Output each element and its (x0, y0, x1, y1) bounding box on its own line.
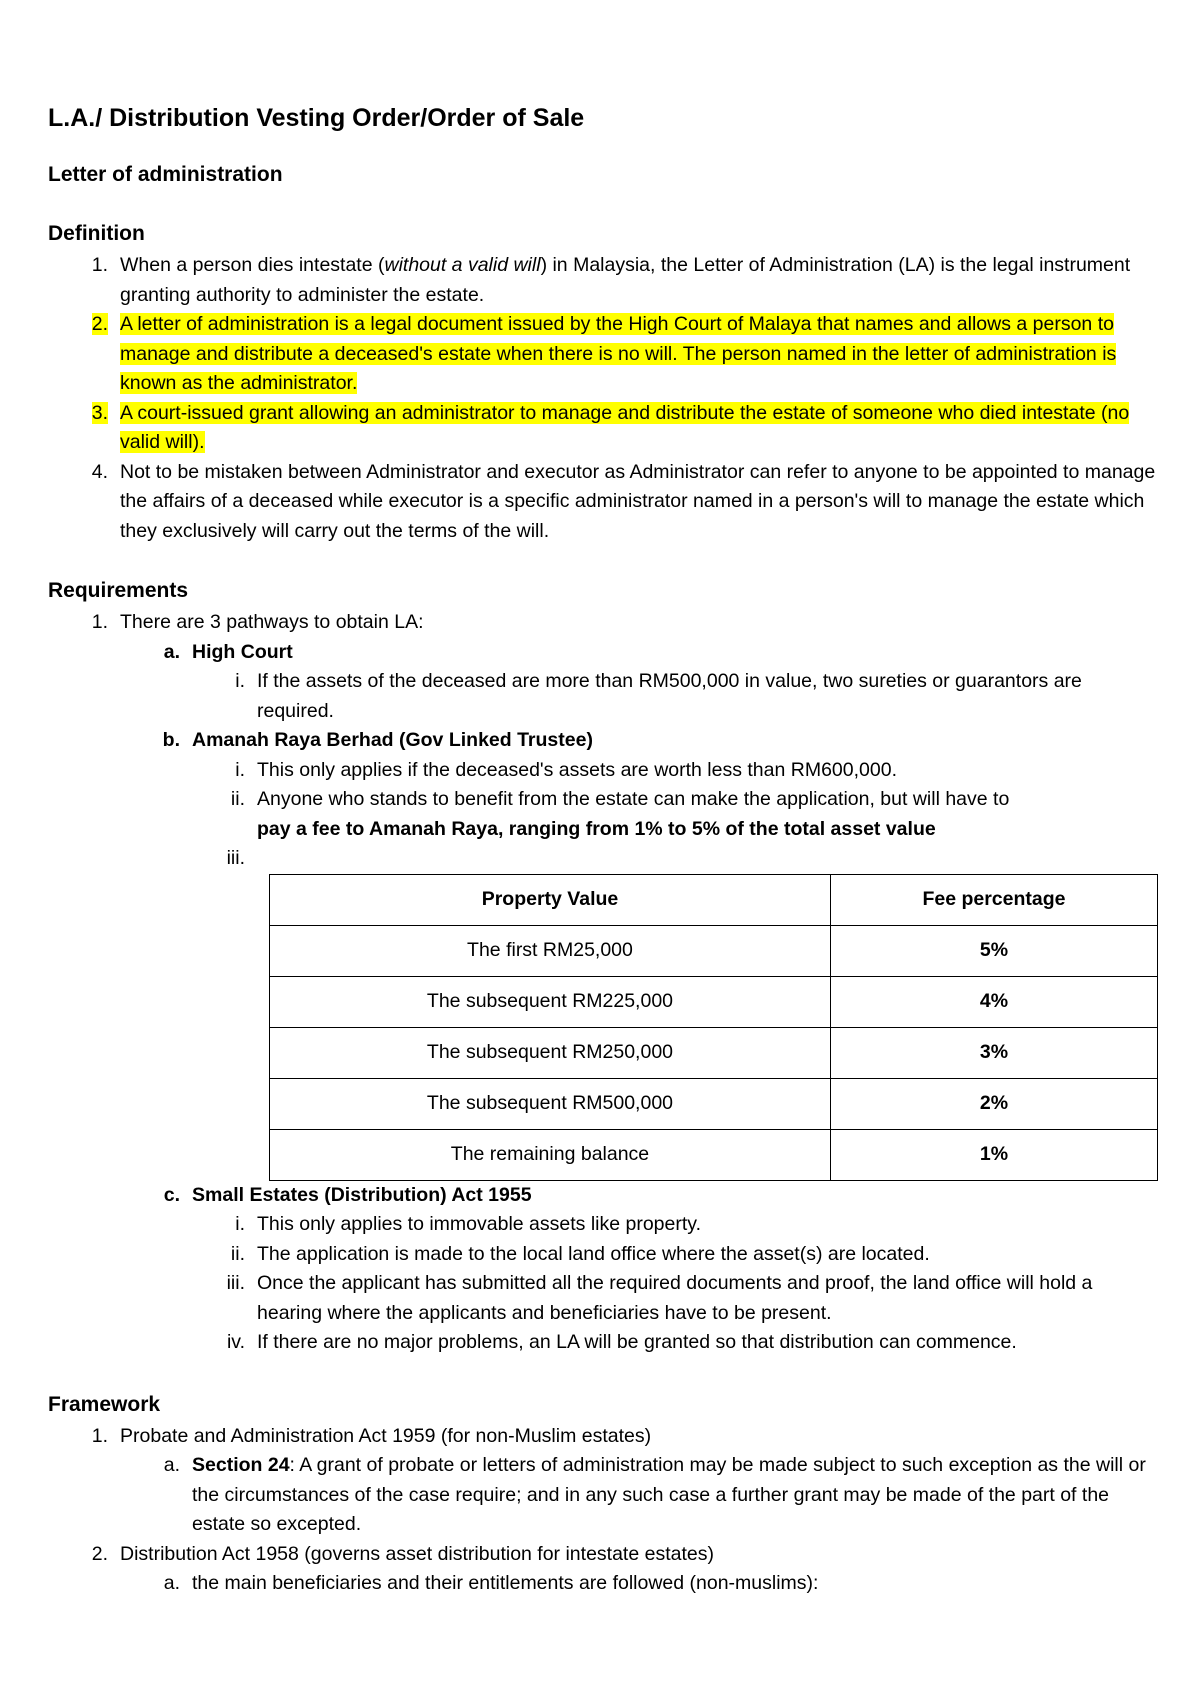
list-item (48, 399, 1158, 458)
item-number: 1. (91, 1424, 108, 1447)
fee-table (269, 874, 1158, 1181)
pathway-high-court (48, 638, 1158, 668)
list-item (48, 608, 1158, 638)
list-item (48, 1240, 1158, 1270)
document-page (48, 100, 1158, 1599)
pathway-label: High Court (192, 640, 293, 663)
table-row (270, 976, 1158, 1027)
table-cell: The remaining balance (270, 1129, 831, 1180)
column-header: Fee percentage (830, 874, 1157, 925)
item-text: When a person dies intestate (without a valid will) in Malaysia, the Letter of Administration (LA) is the legal instrument granting authority to administer the estate. (120, 254, 1131, 306)
item-letter: a. (163, 1454, 180, 1476)
item-text: Probate and Administration Act 1959 (for non-Muslim estates) (120, 1424, 652, 1447)
pathway-small-estates (48, 1181, 1158, 1211)
item-number: i. (235, 670, 245, 692)
list-item (48, 785, 1158, 844)
item-letter: c. (163, 1183, 180, 1206)
table-row (270, 925, 1158, 976)
item-number: 2. (91, 313, 108, 335)
item-text: This only applies if the deceased's assets are worth less than RM600,000. (257, 758, 897, 781)
table-cell: The subsequent RM250,000 (270, 1027, 831, 1078)
list-item (48, 1210, 1158, 1240)
list-item (48, 1422, 1158, 1452)
item-text: Not to be mistaken between Administrator and executor as Administrator can refer to anyone to be appointed to manage the affairs of a deceased while executor is a specific administrator named in a person's will to manage the estate which they exclusively will carry out the terms of the will. (120, 460, 1156, 542)
item-text: the main beneficiaries and their entitlements are followed (non-muslims): (192, 1572, 819, 1594)
list-item (48, 667, 1158, 726)
pathway-label: Amanah Raya Berhad (Gov Linked Trustee) (192, 729, 593, 751)
item-text-highlighted: A court-issued grant allowing an administrator to manage and distribute the estate of someone who died intestate (no valid will). (120, 401, 1130, 453)
item-number: ii. (230, 1242, 245, 1265)
definition-heading: Definition (48, 222, 145, 245)
item-number: 2. (91, 1542, 108, 1565)
requirements-heading: Requirements (48, 579, 189, 602)
list-item (48, 844, 1158, 874)
list-item (48, 1328, 1158, 1358)
item-number: 1. (91, 254, 108, 276)
table-cell: 3% (830, 1027, 1157, 1078)
table-header-row (270, 874, 1158, 925)
item-number: 4. (91, 460, 108, 483)
list-item (48, 1540, 1158, 1570)
item-letter: a. (163, 1572, 180, 1594)
item-text: If the assets of the deceased are more than RM500,000 in value, two sureties or guarantors are required. (257, 670, 1082, 722)
item-text: Once the applicant has submitted all the required documents and proof, the land office will hold a hearing where the applicants and beneficiaries have to be present. (257, 1272, 1093, 1324)
item-text: If there are no major problems, an LA will be granted so that distribution can commence. (257, 1331, 1017, 1353)
list-item (48, 1269, 1158, 1328)
framework-list (48, 1422, 1158, 1599)
item-text-highlighted: A letter of administration is a legal document issued by the High Court of Malaya that names and allows a person to manage and distribute a deceased's estate when there is no will. The person named in the letter of administration is known as the administrator. (120, 313, 1117, 394)
letter-heading: Letter of administration (48, 163, 283, 186)
table-cell: 2% (830, 1078, 1157, 1129)
item-number: ii. (230, 788, 245, 810)
item-letter: b. (162, 729, 180, 751)
list-item (48, 251, 1158, 310)
table-cell: The subsequent RM225,000 (270, 976, 831, 1027)
item-text: This only applies to immovable assets like property. (257, 1213, 701, 1235)
table-cell: The subsequent RM500,000 (270, 1078, 831, 1129)
list-item (48, 756, 1158, 786)
table-cell: 5% (830, 925, 1157, 976)
item-number: iii. (226, 1272, 245, 1294)
item-number: 1. (91, 611, 108, 633)
list-item (48, 1451, 1158, 1540)
item-text: Distribution Act 1958 (governs asset distribution for intestate estates) (120, 1542, 714, 1565)
pathway-amanah-raya (48, 726, 1158, 756)
table-cell: 1% (830, 1129, 1157, 1180)
item-text: Section 24: A grant of probate or letters of administration may be made subject to such exception as the will or the circumstances of the case require; and in any such case a further grant may be made of the part of the estate so excepted. (192, 1454, 1146, 1535)
table-cell: 4% (830, 976, 1157, 1027)
list-item (48, 310, 1158, 399)
column-header: Property Value (270, 874, 831, 925)
page-title: L.A./ Distribution Vesting Order/Order of Sale (48, 104, 585, 132)
framework-heading: Framework (48, 1392, 161, 1416)
item-number: i. (235, 1213, 245, 1235)
list-item (48, 458, 1158, 547)
list-item (48, 1569, 1158, 1599)
item-text (257, 844, 1158, 874)
item-text: There are 3 pathways to obtain LA: (120, 611, 424, 633)
requirements-list (48, 608, 1158, 1358)
item-letter: a. (163, 640, 180, 663)
table-row (270, 1027, 1158, 1078)
item-number: 3. (91, 401, 108, 424)
item-number: i. (235, 758, 245, 781)
item-number: iv. (226, 1331, 245, 1353)
definition-list (48, 251, 1158, 546)
item-number: iii. (226, 847, 245, 869)
pathway-label: Small Estates (Distribution) Act 1955 (192, 1183, 532, 1206)
table-cell: The first RM25,000 (270, 925, 831, 976)
item-text: Anyone who stands to benefit from the estate can make the application, but will have to pay a fee to Amanah Raya, ranging from 1% to 5% of the total asset value (257, 788, 1010, 840)
item-text: The application is made to the local land office where the asset(s) are located. (257, 1242, 930, 1265)
table-row (270, 1078, 1158, 1129)
table-row (270, 1129, 1158, 1180)
